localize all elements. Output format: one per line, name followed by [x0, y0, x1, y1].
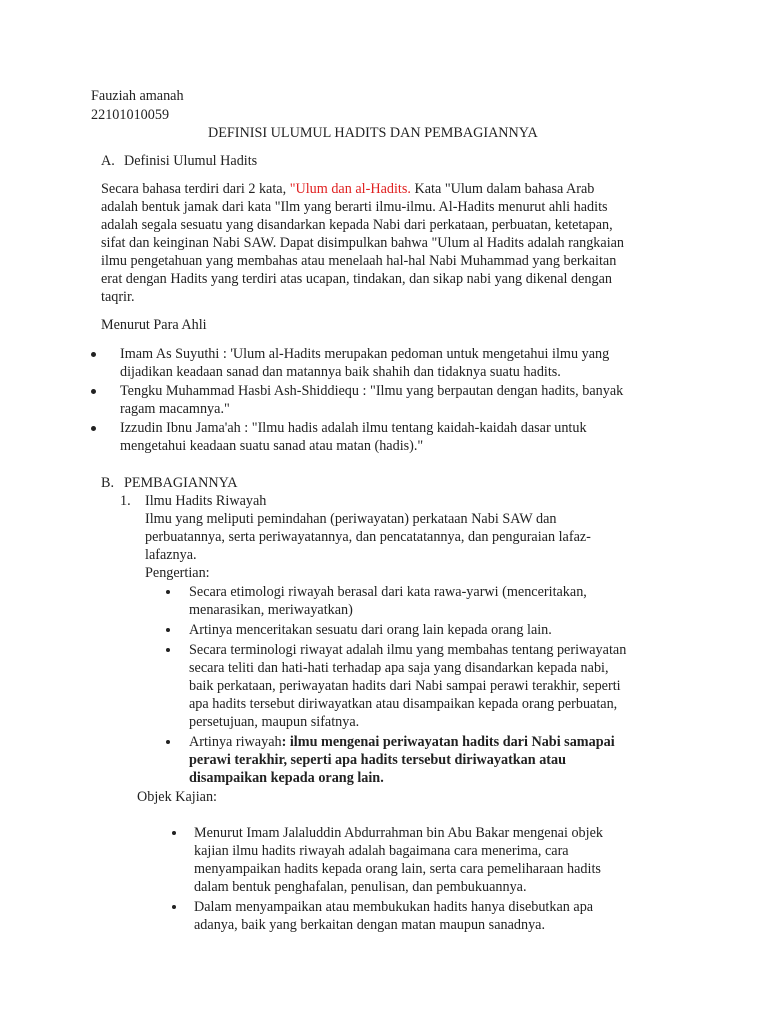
bullet-icon — [166, 628, 170, 632]
list-item: kajian ilmu hadits riwayah adalah bagaimana cara menerima, cara — [194, 843, 569, 859]
list-item: Izzudin Ibnu Jama'ah : "Ilmu hadis adalah ilmu tentang kaidah-kaidah dasar untuk — [120, 420, 587, 436]
list-item: baik perkataan, periwayatan hadits dari Nabi sampai perawi terakhir, seperti — [189, 678, 621, 694]
list-item: mengetahui keadaan suatu sanad atau matan (hadis)." — [120, 438, 424, 454]
paragraph-line: taqrir. — [101, 289, 135, 305]
list-item: secara teliti dan hati-hati terhadap apa saja yang disandarkan kepada nabi, — [189, 660, 609, 676]
paragraph-line: Secara bahasa terdiri dari 2 kata, "Ulum dan al-Hadits. Kata "Ulum dalam bahasa Arab — [101, 181, 595, 197]
list-item: Dalam menyampaikan atau membukukan hadits hanya disebutkan apa — [194, 899, 594, 915]
bullet-icon — [166, 740, 170, 744]
list-item: persetujuan, maupun sifatnya. — [189, 714, 360, 730]
objek-label: Objek Kajian: — [137, 789, 217, 805]
section-b-marker: B. — [101, 475, 115, 491]
bullet-icon — [91, 426, 96, 431]
list-item: ragam macamnya." — [120, 401, 230, 417]
section-a-heading: Definisi Ulumul Hadits — [124, 153, 258, 169]
list-item: Artinya menceritakan sesuatu dari orang lain kepada orang lain. — [189, 622, 552, 638]
section-b-heading: PEMBAGIANNYA — [124, 475, 238, 491]
paragraph-line: ilmu pengetahuan yang membahas atau menelaah hal-hal Nabi Muhammad yang berkaitan — [101, 253, 617, 269]
bullet-icon — [91, 352, 96, 357]
description-line: Ilmu yang meliputi pemindahan (periwayatan) perkataan Nabi SAW dan — [145, 511, 557, 527]
riwayah-line: Artinya riwayah: ilmu mengenai periwayatan hadits dari Nabi samapai — [189, 734, 615, 750]
pengertian-label: Pengertian: — [145, 565, 210, 581]
paragraph-line: adalah segala sesuatu yang disandarkan kepada Nabi dari perkataan, perbuatan, ketetapan, — [101, 217, 613, 233]
list-item: apa hadits tersebut diriwayatkan atau disampaikan kepada orang perbuatan, — [189, 696, 618, 712]
list-item: dalam bentuk penghafalan, penulisan, dan pembukuannya. — [194, 879, 527, 895]
author-id: 22101010059 — [91, 107, 170, 123]
paragraph-line: adalah bentuk jamak dari kata "Ilm yang berarti ilmu-ilmu. Al-Hadits menurut ahli hadits — [101, 199, 608, 215]
paragraph-line: erat dengan Hadits yang terdiri atas ucapan, tindakan, dan sikap nabi yang dikenal dengan — [101, 271, 612, 287]
list-item: Secara etimologi riwayah berasal dari kata rawa-yarwi (menceritakan, — [189, 584, 587, 600]
experts-heading: Menurut Para Ahli — [101, 317, 207, 333]
author-name: Fauziah amanah — [91, 88, 184, 104]
list-item: Secara terminologi riwayat adalah ilmu yang membahas tentang periwayatan — [189, 642, 627, 658]
riwayah-line: disampaikan kepada orang lain. — [189, 770, 384, 786]
list-item: adanya, baik yang berkaitan dengan matan maupun sanadnya. — [194, 917, 546, 933]
bullet-icon — [91, 389, 96, 394]
paragraph-line: sifat dan keinginan Nabi SAW. Dapat disimpulkan bahwa "Ulum al Hadits adalah rangkaian — [101, 235, 625, 251]
list-item: Menurut Imam Jalaluddin Abdurrahman bin Abu Bakar mengenai objek — [194, 825, 603, 841]
description-line: lafaznya. — [145, 547, 197, 563]
bullet-icon — [166, 590, 170, 594]
highlighted-term: "Ulum dan al-Hadits. — [289, 181, 411, 197]
document-title: DEFINISI ULUMUL HADITS DAN PEMBAGIANNYA — [208, 125, 538, 141]
bullet-icon — [166, 648, 170, 652]
description-line: perbuatannya, serta periwayatannya, dan pencatatannya, dan penguraian lafaz- — [145, 529, 591, 545]
list-item: dijadikan keadaan sanad dan matannya baik shahih dan tidaknya suatu hadits. — [120, 364, 561, 380]
riwayah-line: perawi terakhir, seperti apa hadits tersebut diriwayatkan atau — [189, 752, 567, 768]
section-a-marker: A. — [101, 153, 115, 169]
list-item: menyampaikan hadits kepada orang lain, serta cara pemeliharaan hadits — [194, 861, 601, 877]
list-item: Imam As Suyuthi : 'Ulum al-Hadits merupakan pedoman untuk mengetahui ilmu yang — [120, 346, 610, 362]
bullet-icon — [172, 831, 176, 835]
list-item: Tengku Muhammad Hasbi Ash-Shiddiequ : "Ilmu yang berpautan dengan hadits, banyak — [120, 383, 624, 399]
item-1-marker: 1. — [120, 493, 131, 509]
item-1-heading: Ilmu Hadits Riwayah — [145, 493, 267, 509]
bullet-icon — [172, 905, 176, 909]
list-item: menarasikan, meriwayatkan) — [189, 602, 353, 618]
